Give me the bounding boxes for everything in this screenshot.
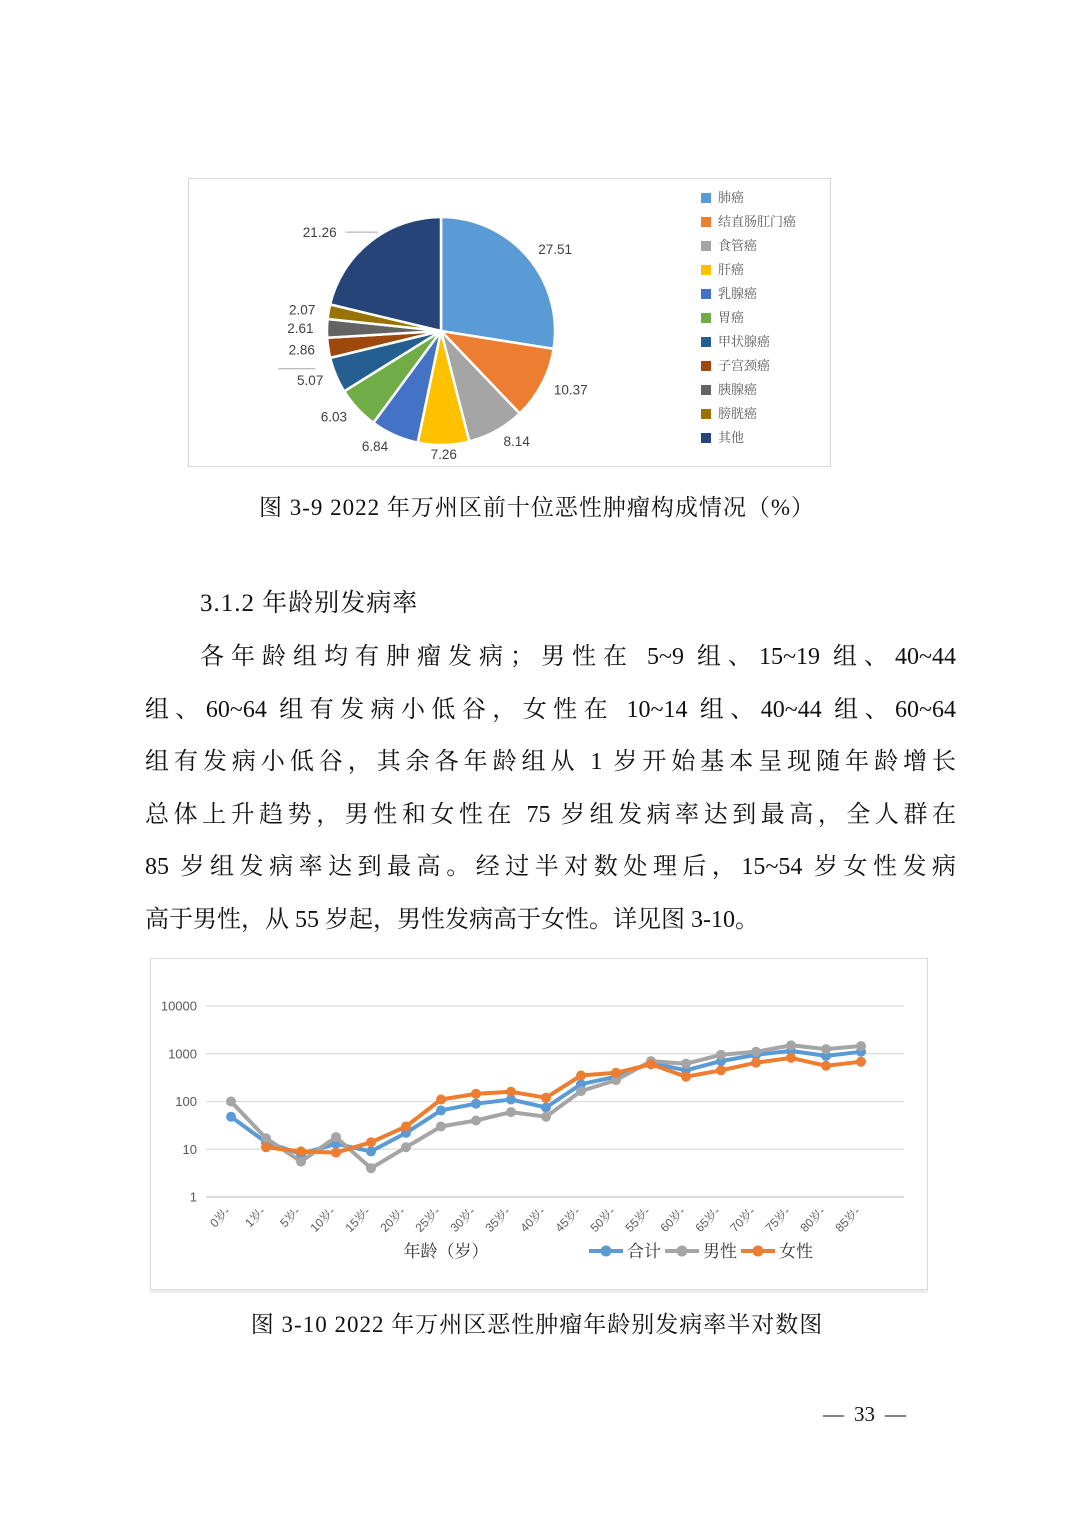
page-number	[823, 1402, 906, 1427]
data-point	[296, 1157, 306, 1167]
pie-legend	[701, 191, 796, 445]
data-point	[331, 1148, 341, 1158]
line-legend-label: 女性	[779, 1242, 813, 1261]
line-chart-panel	[150, 958, 928, 1290]
x-axis-tick-label: 30岁-	[447, 1204, 479, 1235]
legend-swatch-icon	[701, 289, 711, 299]
data-point	[681, 1072, 691, 1082]
pie-legend-label: 子宫颈癌	[718, 358, 771, 373]
pie-slice	[441, 217, 555, 349]
pie-legend-item	[701, 383, 796, 397]
pie-legend-label: 胃癌	[718, 310, 745, 325]
pie-legend-item	[701, 335, 796, 349]
pie-slice-value-label: 7.26	[430, 447, 457, 462]
data-point	[716, 1065, 726, 1075]
x-axis-tick-label: 75岁-	[762, 1204, 794, 1235]
pie-legend-item	[701, 287, 796, 301]
data-point	[471, 1116, 481, 1126]
page-number-dash-right: —	[885, 1402, 906, 1426]
x-axis-tick-label: 40岁-	[517, 1204, 549, 1235]
pie-legend-label: 结直肠肛门癌	[718, 214, 797, 229]
y-axis-tick-label: 1000	[168, 1046, 197, 1062]
data-point	[401, 1121, 411, 1131]
body-paragraph	[145, 631, 956, 946]
pie-legend-label: 其他	[718, 430, 745, 445]
data-point	[471, 1089, 481, 1099]
y-axis-tick-label: 100	[175, 1094, 197, 1109]
x-axis-tick-label: 25岁-	[412, 1204, 444, 1235]
data-point	[716, 1050, 726, 1060]
y-axis-tick-label: 10	[182, 1141, 197, 1157]
data-point	[646, 1059, 656, 1069]
data-point	[856, 1057, 866, 1067]
pie-slice-value-label: 8.14	[503, 434, 530, 450]
pie-slice-value-label: 6.03	[320, 409, 348, 425]
data-point	[436, 1121, 446, 1131]
pie-legend-item	[701, 191, 796, 205]
data-point	[506, 1107, 516, 1117]
x-axis-tick-label: 1岁-	[242, 1204, 269, 1231]
data-point	[296, 1146, 306, 1156]
pie-legend-label: 甲状腺癌	[718, 334, 771, 349]
legend-swatch-icon	[701, 241, 711, 251]
data-point	[786, 1053, 796, 1063]
x-axis-tick-label: 15岁-	[342, 1204, 374, 1235]
legend-swatch-icon	[701, 313, 711, 323]
data-point	[681, 1059, 691, 1069]
pie-slice-value-label: 2.61	[287, 321, 314, 337]
data-point	[436, 1095, 446, 1105]
x-axis-tick-label: 85岁-	[832, 1204, 864, 1235]
legend-swatch-icon	[701, 361, 711, 371]
pie-legend-item	[701, 311, 796, 325]
legend-dot-icon	[677, 1246, 688, 1257]
pie-legend-item	[701, 431, 796, 445]
x-axis-tick-label: 0岁-	[207, 1204, 234, 1231]
paragraph-line: 组、60~64 组有发病小低谷，女性在 10~14 组、40~44 组、60~64	[145, 696, 956, 723]
data-point	[856, 1041, 866, 1051]
legend-swatch-icon	[701, 265, 711, 275]
data-point	[331, 1132, 341, 1142]
data-point	[366, 1163, 376, 1173]
x-axis-tick-label: 5岁-	[277, 1204, 304, 1231]
data-point	[226, 1112, 236, 1122]
pie-legend-item	[701, 263, 796, 277]
x-axis-title: 年龄（岁）	[403, 1242, 489, 1261]
data-point	[751, 1047, 761, 1057]
pie-legend-label: 食管癌	[718, 238, 758, 253]
pie-legend-label: 膀胱癌	[718, 406, 758, 421]
section-heading-3-1-2: 3.1.2 年龄别发病率	[200, 590, 419, 617]
legend-swatch-icon	[701, 433, 711, 443]
data-point	[366, 1146, 376, 1156]
pie-slice-value-label: 6.84	[361, 439, 389, 454]
pie-legend-item	[701, 215, 796, 229]
x-axis-tick-label: 70岁-	[727, 1204, 759, 1235]
x-axis-tick-label: 10岁-	[307, 1204, 339, 1235]
data-point	[226, 1097, 236, 1107]
pie-legend-label: 肝癌	[718, 262, 745, 277]
data-point	[576, 1086, 586, 1096]
data-point	[471, 1099, 481, 1109]
data-point	[436, 1105, 446, 1115]
legend-dot-icon	[753, 1246, 764, 1257]
x-axis-tick-label: 65岁-	[692, 1204, 724, 1235]
data-point	[576, 1071, 586, 1081]
y-axis-tick-label: 10000	[160, 998, 197, 1014]
data-point	[541, 1112, 551, 1122]
page-number-dash-left: —	[823, 1402, 844, 1426]
legend-dot-icon	[601, 1246, 612, 1257]
pie-chart-panel	[188, 178, 831, 467]
paragraph-line: 高于男性，从 55 岁起，男性发病高于女性。详见图 3-10。	[145, 906, 759, 933]
data-point	[541, 1093, 551, 1103]
legend-swatch-icon	[701, 385, 711, 395]
legend-swatch-icon	[701, 337, 711, 347]
pie-slice-value-label: 21.26	[302, 225, 337, 241]
pie-legend-item	[701, 239, 796, 253]
legend-swatch-icon	[701, 217, 711, 227]
pie-slice-value-label: 2.86	[288, 342, 315, 358]
x-axis-tick-label: 60岁-	[657, 1204, 689, 1235]
data-point	[821, 1061, 831, 1071]
data-point	[506, 1087, 516, 1097]
pie-slice-value-label: 10.37	[553, 382, 588, 398]
data-point	[366, 1137, 376, 1147]
x-axis-tick-label: 20岁-	[377, 1204, 409, 1235]
pie-legend-label: 乳腺癌	[718, 286, 758, 301]
data-point	[261, 1142, 271, 1152]
pie-legend-item	[701, 359, 796, 373]
paragraph-line: 85 岁组发病率达到最高。经过半对数处理后，15~54 岁女性发病	[145, 854, 956, 880]
figure-3-9-caption: 图 3-9 2022 年万州区前十位恶性肿瘤构成情况（%）	[258, 495, 816, 520]
legend-swatch-icon	[701, 193, 711, 203]
x-axis-tick-label: 80岁-	[797, 1204, 829, 1235]
data-point	[611, 1068, 621, 1078]
pie-slice-value-label: 5.07	[297, 372, 324, 388]
data-point	[821, 1044, 831, 1054]
y-axis-tick-label: 1	[189, 1189, 197, 1205]
data-point	[786, 1040, 796, 1050]
paragraph-line: 组有发病小低谷，其余各年龄组从 1 岁开始基本呈现随年龄增长	[145, 749, 956, 775]
page-number-value: 33	[854, 1402, 875, 1426]
pie-legend-label: 胰腺癌	[718, 382, 758, 397]
pie-slice-value-label: 2.07	[289, 302, 316, 318]
data-point	[541, 1102, 551, 1112]
legend-swatch-icon	[701, 409, 711, 419]
x-axis-tick-label: 55岁-	[622, 1204, 654, 1235]
data-point	[751, 1058, 761, 1068]
data-point	[401, 1142, 411, 1152]
pie-legend-item	[701, 407, 796, 421]
x-axis-tick-label: 50岁-	[587, 1204, 619, 1235]
x-axis-tick-label: 35岁-	[482, 1204, 514, 1235]
data-point	[261, 1133, 271, 1143]
pie-slice-value-label: 27.51	[538, 242, 572, 258]
paragraph-line: 各年龄组均有肿瘤发病；男性在 5~9 组、15~19 组、40~44	[200, 644, 956, 670]
pie-legend-label: 肺癌	[718, 190, 745, 205]
figure-3-10-caption: 图 3-10 2022 年万州区恶性肿瘤年龄别发病率半对数图	[250, 1312, 824, 1337]
x-axis-tick-label: 45岁-	[552, 1204, 584, 1235]
line-legend-label: 男性	[703, 1242, 737, 1261]
line-legend-label: 合计	[627, 1242, 661, 1261]
line-chart	[151, 959, 927, 1289]
paragraph-line: 总体上升趋势，男性和女性在 75 岁组发病率达到最高，全人群在	[145, 801, 956, 828]
